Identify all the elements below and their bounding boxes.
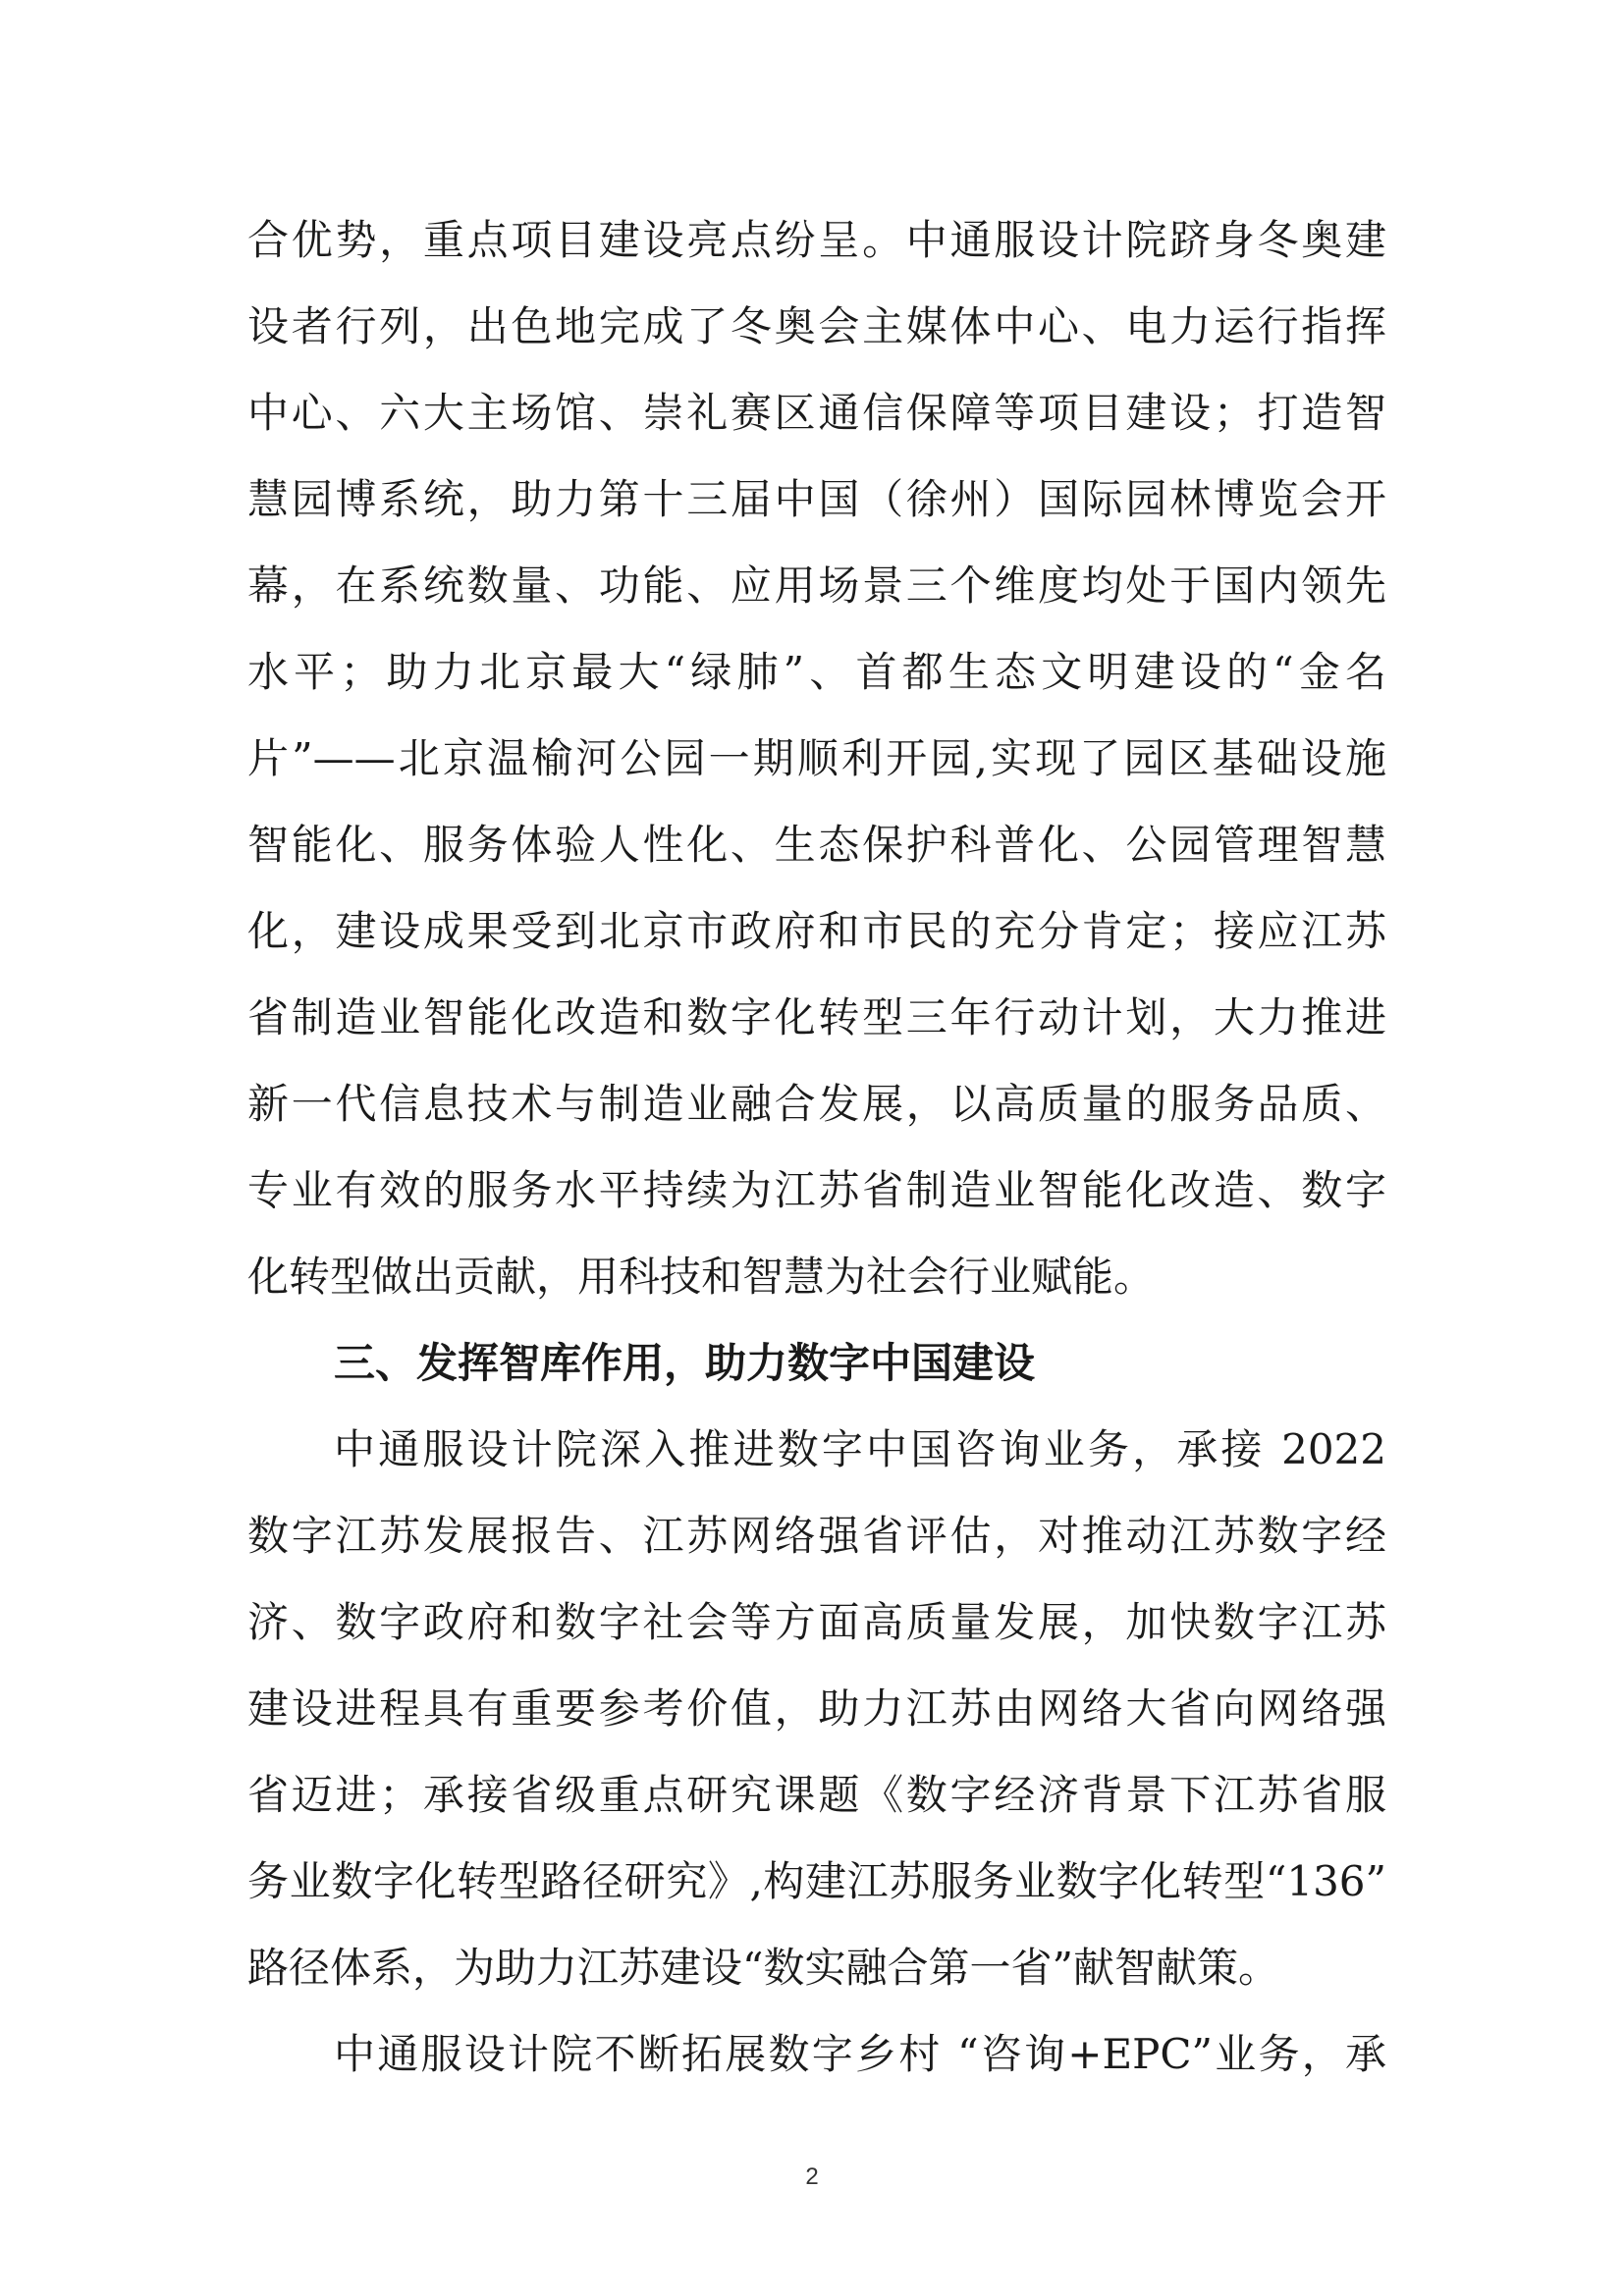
text-line: 数字江苏发展报告、江苏网络强省评估，对推动江苏数字经 bbox=[247, 1512, 1386, 1560]
text-line: 设者行列，出色地完成了冬奥会主媒体中心、电力运行指挥 bbox=[247, 302, 1386, 350]
paragraph-think-tank bbox=[247, 1420, 1386, 2025]
text-line: 济、数字政府和数字社会等方面高质量发展，加快数字江苏 bbox=[247, 1598, 1386, 1646]
page-number: 2 bbox=[805, 2163, 819, 2190]
text-line: 智能化、服务体验人性化、生态保护科普化、公园管理智慧 bbox=[247, 821, 1386, 869]
text-line: 中心、六大主场馆、崇礼赛区通信保障等项目建设；打造智 bbox=[247, 389, 1386, 437]
document-body bbox=[247, 211, 1386, 2111]
text-line: 中通服设计院不断拓展数字乡村 “咨询+EPC”业务，承 bbox=[334, 2030, 1386, 2078]
text-line: 水平；助力北京最大“绿肺”、首都生态文明建设的“金名 bbox=[247, 648, 1386, 696]
text-line: 路径体系，为助力江苏建设“数实融合第一省”献智献策。 bbox=[247, 1944, 1279, 1992]
text-line: 中通服设计院深入推进数字中国咨询业务，承接 2022 bbox=[334, 1425, 1386, 1473]
text-line: 化，建设成果受到北京市政府和市民的充分肯定；接应江苏 bbox=[247, 907, 1386, 955]
text-line: 务业数字化转型路径研究》,构建江苏服务业数字化转型“136” bbox=[247, 1857, 1386, 1905]
text-line: 新一代信息技术与制造业融合发展，以高质量的服务品质、 bbox=[247, 1080, 1386, 1128]
text-line: 合优势，重点项目建设亮点纷呈。中通服设计院跻身冬奥建 bbox=[247, 216, 1386, 264]
text-line: 建设进程具有重要参考价值，助力江苏由网络大省向网络强 bbox=[247, 1684, 1386, 1733]
text-line: 化转型做出贡献，用科技和智慧为社会行业赋能。 bbox=[247, 1253, 1156, 1301]
text-line: 专业有效的服务水平持续为江苏省制造业智能化改造、数字 bbox=[247, 1166, 1386, 1214]
text-line: 幕，在系统数量、功能、应用场景三个维度均处于国内领先 bbox=[247, 561, 1386, 610]
text-line: 片”——北京温榆河公园一期顺利开园,实现了园区基础设施 bbox=[247, 734, 1386, 782]
text-line: 省迈进；承接省级重点研究课题《数字经济背景下江苏省服 bbox=[247, 1771, 1386, 1819]
section-heading: 三、发挥智库作用，助力数字中国建设 bbox=[334, 1339, 1036, 1387]
text-line: 省制造业智能化改造和数字化转型三年行动计划，大力推进 bbox=[247, 993, 1386, 1041]
paragraph-rural bbox=[247, 2025, 1386, 2111]
paragraph-continued bbox=[247, 211, 1386, 1334]
text-line: 慧园博系统，助力第十三届中国（徐州）国际园林博览会开 bbox=[247, 475, 1386, 523]
